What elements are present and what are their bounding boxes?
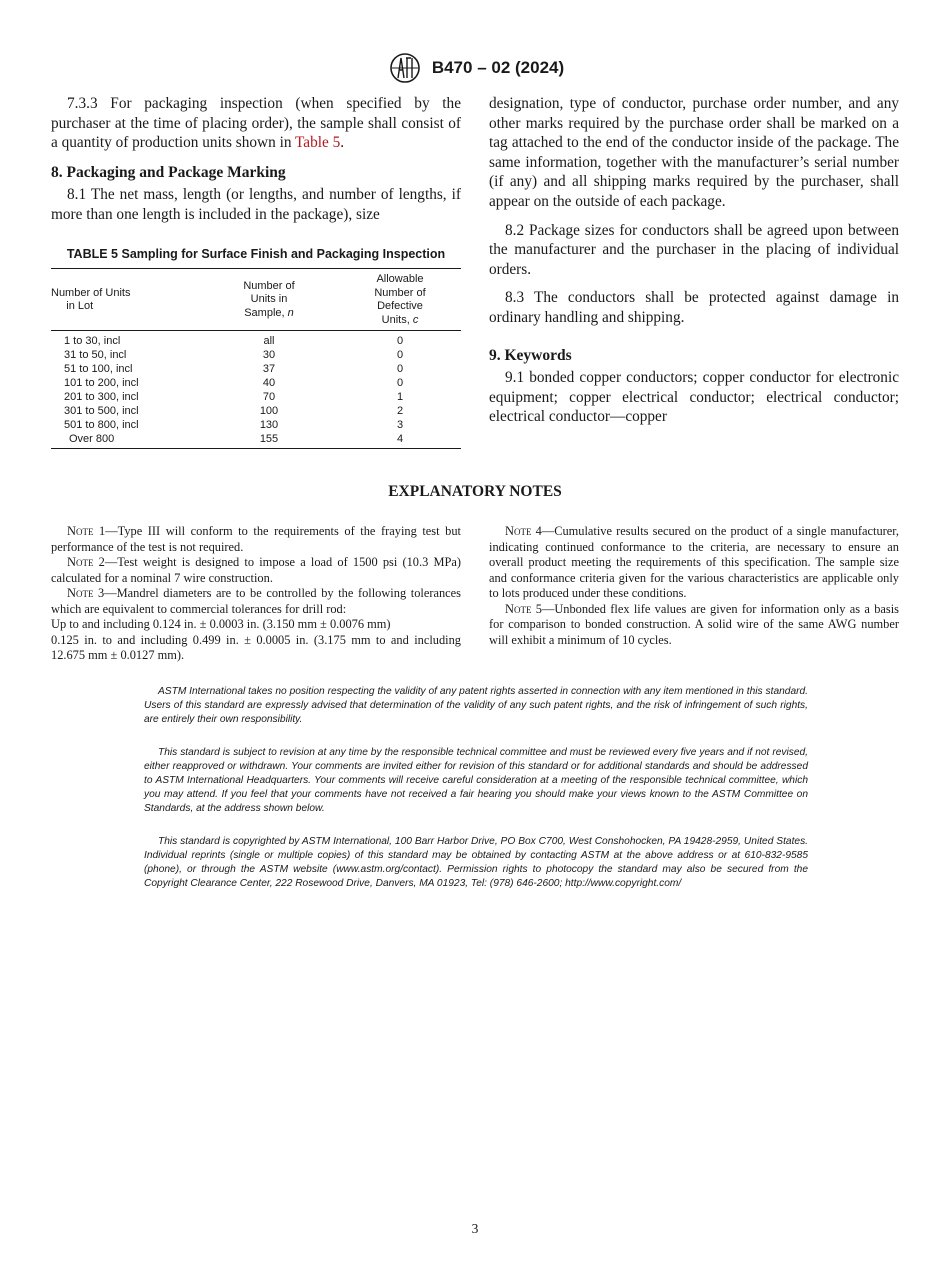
cell-defective: 1 bbox=[396, 391, 404, 404]
cell-lot: 51 to 100, incl bbox=[64, 363, 133, 376]
cell-sample: 100 bbox=[259, 405, 279, 418]
cell-sample: all bbox=[263, 335, 275, 348]
section-8-heading: 8. Packaging and Package Marking bbox=[51, 163, 286, 181]
cell-lot: 101 to 200, incl bbox=[64, 377, 139, 390]
col-header-defective-text: Allowable Number of Defective Units, bbox=[374, 273, 426, 326]
note-5-label: Note 5 bbox=[505, 601, 542, 616]
note-2-label: Note 2 bbox=[67, 555, 105, 569]
cell-sample: 155 bbox=[199, 432, 339, 449]
note-3-tolerance-1: Up to and including 0.124 in. ± 0.0003 in. (3.150 mm ± 0.0076 mm) bbox=[51, 617, 391, 631]
note-1 bbox=[51, 524, 461, 555]
explanatory-notes-title: EXPLANATORY NOTES bbox=[388, 483, 562, 500]
table-row bbox=[51, 404, 461, 418]
section-9-heading: 9. Keywords bbox=[489, 346, 572, 364]
note-1-label: Note 1 bbox=[67, 524, 106, 538]
paragraph-7-3-3-end: . bbox=[340, 134, 345, 152]
paragraph-8-3: 8.3 The conductors shall be protected against damage in ordinary handling and shipping. bbox=[489, 289, 899, 326]
note-3-tolerance-2: 0.125 in. to and including 0.499 in. ± 0.0005 in. (3.175 mm to and including 12.675 mm ± 0.0127 mm). bbox=[51, 632, 461, 662]
copyright-notice: This standard is copyrighted by ASTM International, 100 Barr Harbor Drive, PO Box C700, West Conshohocken, PA 19428-2959, United States. Individual reprints (single or multiple copies) of this standard may be obtained by contacting ASTM at the above address or at 610-832-9585 (phone), or through the ASTM website (www.astm.org/contact). Permission rights to photocopy the standard may also be secured from the Copyright Clearance Center, 222 Rosewood Drive, Danvers, MA 01923, Tel: (978) 646-2600; http://www.copyright.com/ bbox=[144, 836, 808, 889]
paragraph-7-3-3 bbox=[51, 94, 461, 153]
table-5-title: TABLE 5 Sampling for Surface Finish and Packaging Inspection bbox=[51, 245, 461, 270]
col-header-defective bbox=[339, 269, 461, 331]
table-5 bbox=[51, 269, 461, 449]
table-row bbox=[51, 390, 461, 404]
note-3 bbox=[51, 586, 461, 617]
cell-sample: 30 bbox=[262, 349, 276, 362]
note-4-label: Note 4 bbox=[505, 524, 542, 538]
paragraph-7-3-3-text: 7.3.3 For packaging inspection (when specified by the purchaser at the time of placing order), the sample shall consist of a quantity of production units shown in bbox=[51, 95, 461, 152]
note-1-text: —Type III will conform to the requirements of the fraying test but performance of the test is not required. bbox=[51, 524, 461, 554]
cell-defective: 0 bbox=[396, 335, 404, 348]
paragraph-9-1: 9.1 bonded copper conductors; copper conductor for electronic equipment; copper electrical conductor; electrical conductor; electrical conductor—copper bbox=[489, 369, 899, 426]
left-column bbox=[51, 94, 461, 449]
cell-lot: 201 to 300, incl bbox=[64, 391, 139, 404]
cell-sample: 70 bbox=[262, 391, 276, 404]
cell-sample: 37 bbox=[262, 363, 276, 376]
cell-lot: 1 to 30, incl bbox=[64, 335, 121, 348]
note-5 bbox=[489, 602, 899, 649]
cell-defective: 0 bbox=[396, 377, 404, 390]
col-header-sample-var: n bbox=[287, 306, 294, 319]
table-5-link[interactable]: Table 5 bbox=[295, 134, 341, 152]
col-header-units-in-lot: Number of Units in Lot bbox=[51, 269, 199, 331]
paragraph-8-1: 8.1 The net mass, length (or lengths, and number of lengths, if more than one length is included in the package), size bbox=[51, 186, 461, 223]
table-row bbox=[51, 362, 461, 376]
cell-lot: 31 to 50, incl bbox=[64, 349, 127, 362]
cell-defective: 3 bbox=[396, 419, 404, 432]
page-header bbox=[0, 52, 950, 84]
note-4-text: —Cumulative results secured on the product of a single manufacturer, indicating continued conformance to the criteria, are necessary to ensure an overall product meeting the requirements of this specification. The sample size and conformance criteria given for the various characteristics are applicable only to lots produced under these conditions. bbox=[489, 524, 899, 600]
standard-designation: B470 – 02 (2024) bbox=[431, 58, 565, 77]
paragraph-8-2: 8.2 Package sizes for conductors shall be agreed upon between the manufacturer and the purchaser in the placing of individual orders. bbox=[489, 221, 899, 278]
page-number: 3 bbox=[471, 1221, 479, 1236]
note-5-text: —Unbonded flex life values are given for information only as a basis for comparison to bonded construction. A solid wire of the same AWG number will exhibit a minimum of 10 cycles. bbox=[489, 601, 899, 647]
cell-lot: 501 to 800, incl bbox=[64, 419, 139, 432]
cell-defective: 0 bbox=[396, 349, 404, 362]
cell-defective: 4 bbox=[339, 432, 461, 449]
astm-logo-icon bbox=[386, 52, 424, 84]
col-header-defective-var: c bbox=[412, 313, 419, 326]
table-row bbox=[51, 348, 461, 362]
cell-sample: 130 bbox=[259, 419, 279, 432]
patent-notice: ASTM International takes no position respecting the validity of any patent rights asserted in connection with any item mentioned in this standard. Users of this standard are expressly advised that determination of the validity of any such patent rights, and the risk of infringement of such rights, are entirely their own responsibility. bbox=[144, 686, 808, 725]
col-header-sample bbox=[199, 269, 339, 331]
note-3-text: —Mandrel diameters are to be controlled by the following tolerances which are equivalent to commercial tolerances for drill rod: bbox=[51, 586, 461, 616]
note-4 bbox=[489, 524, 899, 602]
note-2 bbox=[51, 555, 461, 586]
table-row bbox=[51, 376, 461, 390]
revision-notice: This standard is subject to revision at any time by the responsible technical committee and must be reviewed every five years and if not revised, either reapproved or withdrawn. Your comments are invited either for revision of this standard or for additional standards and should be addressed to ASTM International Headquarters. Your comments will receive careful consideration at a meeting of the responsible technical committee, which you may attend. If you feel that your comments have not received a fair hearing you should make your views known to the ASTM Committee on Standards, at the address shown below. bbox=[144, 747, 808, 814]
cell-lot: 301 to 500, incl bbox=[64, 405, 139, 418]
cell-lot: Over 800 bbox=[51, 432, 199, 449]
note-3-label: Note 3 bbox=[67, 586, 105, 600]
table-row bbox=[51, 418, 461, 432]
cell-defective: 0 bbox=[396, 363, 404, 376]
cell-sample: 40 bbox=[262, 377, 276, 390]
table-row bbox=[51, 331, 461, 349]
paragraph-8-1-continued: designation, type of conductor, purchase order number, and any other marks required by the purchase order shall be marked on a tag attached to the end of the conductor inside of the package. The same information, together with the manufacturer’s serial number (if any) and all shipping marks required by the purchaser, shall appear on the outside of each package. bbox=[489, 95, 899, 210]
cell-defective: 2 bbox=[396, 405, 404, 418]
col-header-sample-text: Number of Units in Sample, bbox=[243, 279, 295, 319]
right-column bbox=[489, 94, 899, 427]
note-2-text: —Test weight is designed to impose a load of 1500 psi (10.3 MPa) calculated for a nominal 7 wire construction. bbox=[51, 555, 461, 585]
table-row bbox=[51, 432, 461, 449]
notes-left-column bbox=[51, 524, 461, 664]
notes-right-column bbox=[489, 524, 899, 648]
